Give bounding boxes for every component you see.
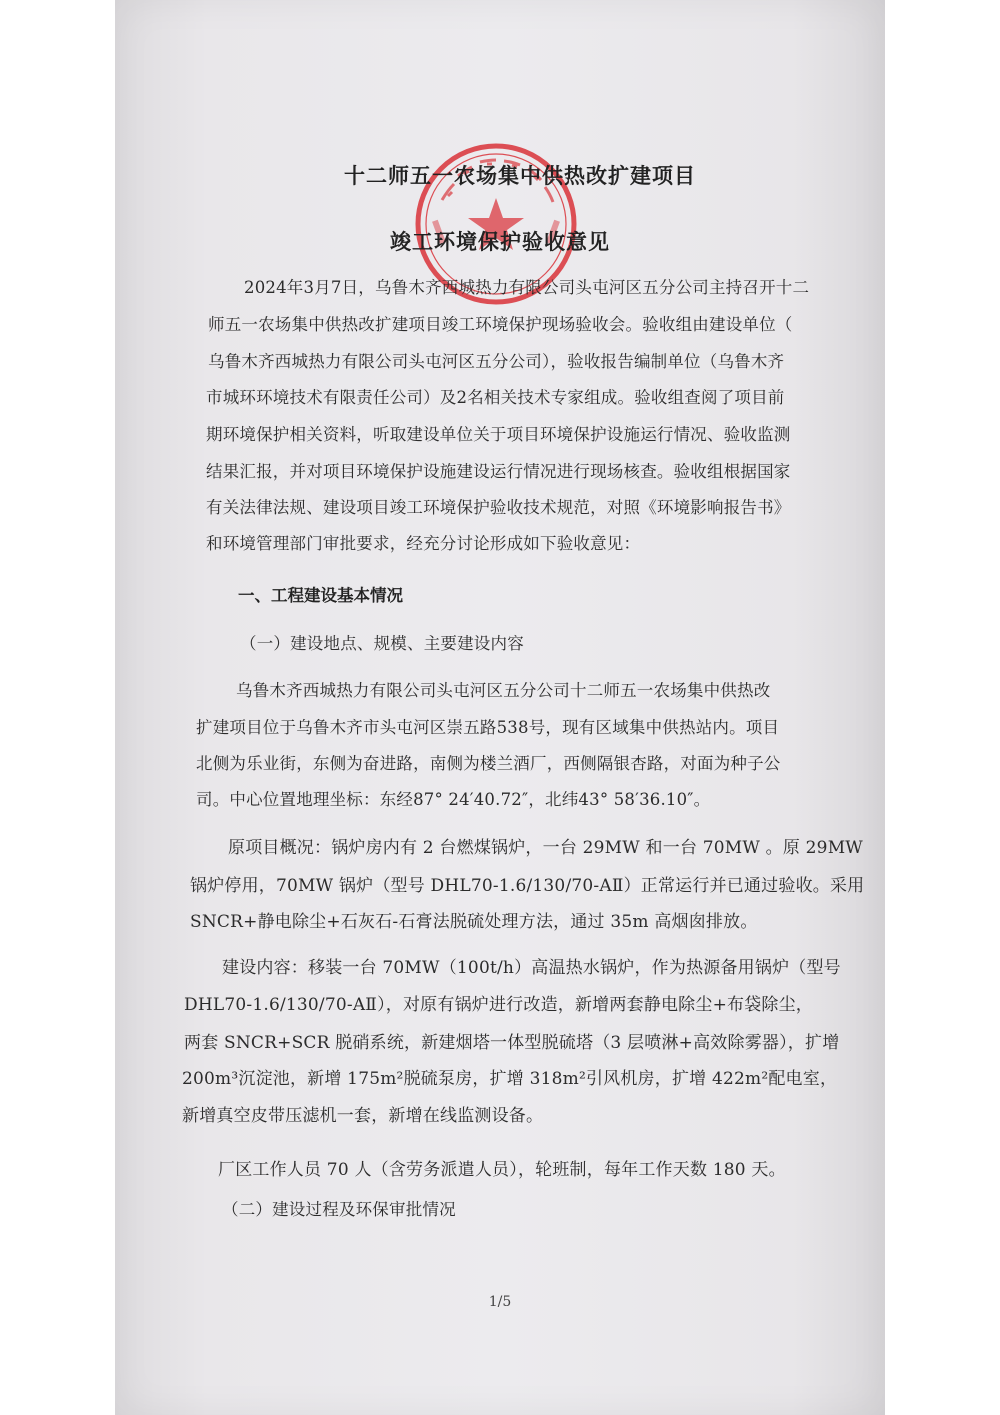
intro-line: 市城环环境技术有限责任公司）及2名相关技术专家组成。验收组查阅了项目前 [206, 388, 785, 407]
location-line: 乌鲁木齐西城热力有限公司头屯河区五分公司十二师五一农场集中供热改 [236, 681, 771, 700]
construction-line: 新增真空皮带压滤机一套，新增在线监测设备。 [182, 1106, 544, 1126]
construction-line: 建设内容：移装一台 70MW（100t/h）高温热水锅炉，作为热源备用锅炉（型号 [222, 958, 841, 978]
intro-line: 和环境管理部门审批要求，经充分讨论形成如下验收意见： [206, 534, 641, 553]
intro-line: 乌鲁木齐西城热力有限公司头屯河区五分公司），验收报告编制单位（乌鲁木齐 [208, 352, 785, 371]
subsection-heading: （一）建设地点、规模、主要建设内容 [240, 634, 524, 653]
original-project-line: 原项目概况：锅炉房内有 2 台燃煤锅炉，一台 29MW 和一台 70MW 。原 29MW [228, 838, 863, 858]
location-line: 司。中心位置地理坐标：东经87° 24′40.72″，北纬43° 58′36.10″。 [196, 790, 711, 809]
staff-line: 厂区工作人员 70 人（含劳务派遣人员），轮班制，每年工作天数 180 天。 [218, 1160, 786, 1180]
intro-line: 有关法律法规、建设项目竣工环境保护验收技术规范，对照《环境影响报告书》 [206, 498, 791, 517]
intro-line: 师五一农场集中供热改扩建项目竣工环境保护现场验收会。验收组由建设单位（ [208, 315, 793, 334]
original-project-line: 锅炉停用，70MW 锅炉（型号 DHL70-1.6/130/70-AⅡ）正常运行并已通过验收。采用 [190, 876, 865, 896]
intro-line: 2024年3月7日，乌鲁木齐西城热力有限公司头屯河区五分公司主持召开十二 [244, 278, 810, 297]
section-heading: 一、工程建设基本情况 [238, 586, 403, 605]
subsection-heading: （二）建设过程及环保审批情况 [222, 1200, 456, 1219]
document-title-line1: 十二师五一农场集中供热改扩建项目 [344, 163, 696, 188]
construction-line: 两套 SNCR+SCR 脱硝系统，新建烟塔一体型脱硫塔（3 层喷淋+高效除雾器），扩增 [184, 1033, 840, 1053]
location-line: 扩建项目位于乌鲁木齐市头屯河区崇五路538号，现有区域集中供热站内。项目 [196, 718, 780, 737]
page-number: 1/5 [488, 1294, 512, 1310]
intro-line: 期环境保护相关资料，听取建设单位关于项目环境保护设施运行情况、验收监测 [206, 425, 791, 444]
construction-line: DHL70-1.6/130/70-AⅡ），对原有锅炉进行改造，新增两套静电除尘+布袋除尘， [184, 995, 814, 1015]
original-project-line: SNCR+静电除尘+石灰石-石膏法脱硫处理方法，通过 35m 高烟囱排放。 [190, 912, 758, 932]
intro-line: 结果汇报，并对项目环境保护设施建设运行情况进行现场核查。验收组根据国家 [206, 462, 791, 481]
location-line: 北侧为乐业街，东侧为奋进路，南侧为楼兰酒厂，西侧隔银杏路，对面为种子公 [196, 754, 781, 773]
document-title-line2: 竣工环境保护验收意见 [390, 229, 610, 254]
construction-line: 200m³沉淀池，新增 175m²脱硫泵房，扩增 318m²引风机房，扩增 422m²配电室， [182, 1069, 838, 1089]
